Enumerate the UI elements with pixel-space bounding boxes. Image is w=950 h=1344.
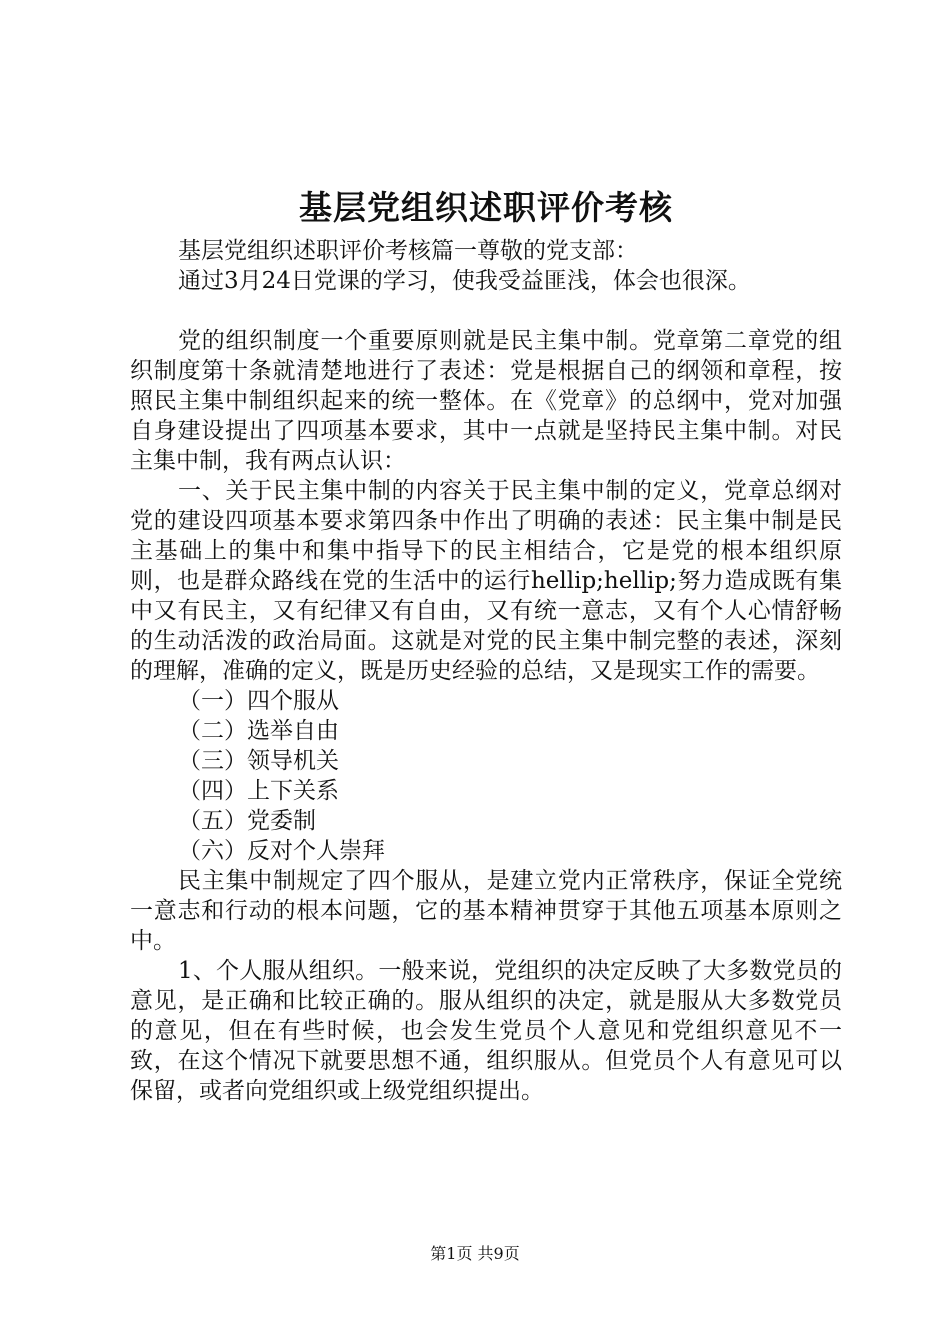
list-item: （三）领导机关 (178, 748, 339, 774)
principles-list (130, 686, 842, 866)
paragraph-individual-obeys-organization: 1、个人服从组织。一般来说，党组织的决定反映了大多数党员的意见，是正确和比较正确的。服从组织的决定，就是服从大多数党员的意见，但在有些时候，也会发生党员个人意见和党组织意见不一致，在这个情况下就要思想不通，组织服从。但党员个人有意见可以保留，或者向党组织或上级党组织提出。 (130, 958, 842, 1104)
page-indicator: 第1页 共9页 (430, 1244, 520, 1263)
list-item: （四）上下关系 (178, 778, 339, 804)
list-item: （五）党委制 (178, 808, 316, 834)
document-title: 基层党组织述职评价考核 (299, 188, 673, 227)
paragraph-four-obediences: 民主集中制规定了四个服从，是建立党内正常秩序，保证全党统一意志和行动的根本问题，它的基本精神贯穿于其他五项基本原则之中。 (130, 868, 842, 954)
list-item: （二）选举自由 (178, 718, 339, 744)
intro-line-1: 基层党组织述职评价考核篇一尊敬的党支部： (178, 238, 638, 264)
intro-line-2: 通过3月24日党课的学习，使我受益匪浅，体会也很深。 (178, 268, 751, 294)
page-footer (0, 1242, 950, 1266)
list-item: （六）反对个人崇拜 (178, 838, 385, 864)
paragraph-democratic-centralism: 党的组织制度一个重要原则就是民主集中制。党章第二章党的组织制度第十条就清楚地进行了表述：党是根据自己的纲领和章程，按照民主集中制组织起来的统一整体。在《党章》的总纲中，党对加强自身建设提出了四项基本要求，其中一点就是坚持民主集中制。对民主集中制，我有两点认识： (130, 328, 842, 474)
paragraph-definition: 一、关于民主集中制的内容关于民主集中制的定义，党章总纲对党的建设四项基本要求第四条中作出了明确的表述：民主集中制是民主基础上的集中和集中指导下的民主相结合，它是党的根本组织原则，也是群众路线在党的生活中的运行hellip;hellip;努力造成既有集中又有民主，又有纪律又有自由，又有统一意志，又有个人心情舒畅的生动活泼的政治局面。这就是对党的民主集中制完整的表述，深刻的理解，准确的定义，既是历史经验的总结，又是现实工作的需要。 (130, 478, 842, 684)
list-item: （一）四个服从 (178, 688, 339, 714)
document-page (130, 182, 842, 1106)
blank-line (130, 296, 842, 326)
